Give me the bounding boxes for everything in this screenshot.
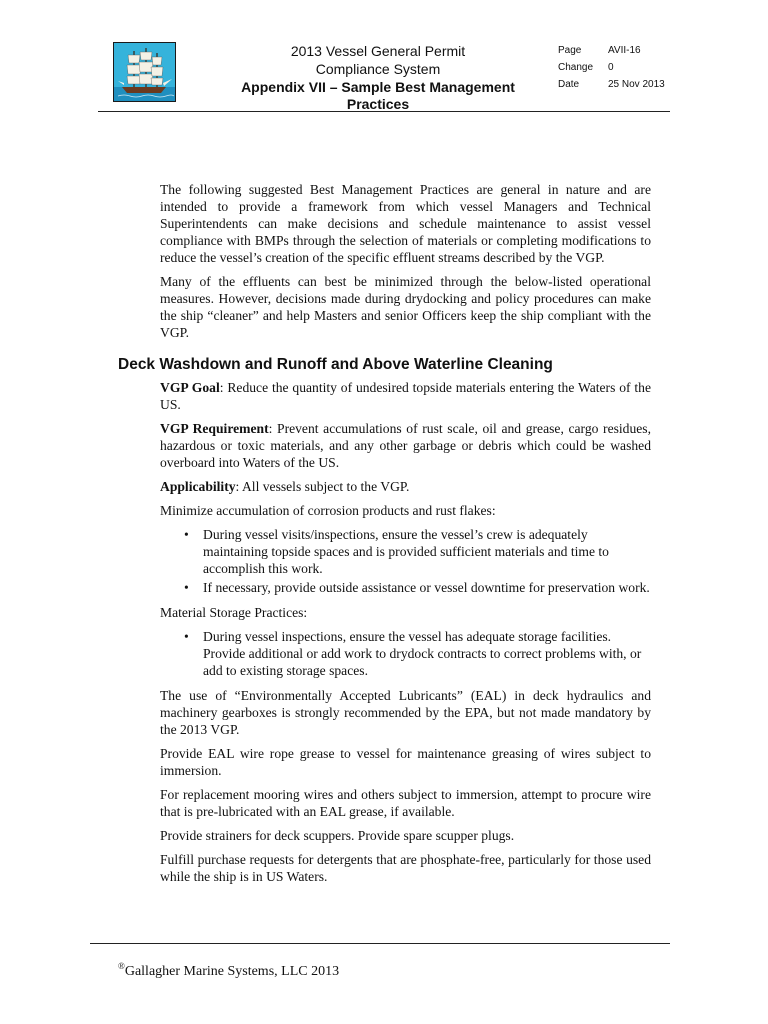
bullet-icon: • <box>184 527 189 542</box>
title-line-2: Compliance System <box>315 61 441 77</box>
meta-change <box>558 59 665 76</box>
intro-paragraph-1: The following suggested Best Management Practices are general in nature and are intended to provide a framework from which vessel Managers and Technical Superintendents can make decisions and schedule maintenance to assist vessel compliance with BMPs through the selection of materials or completing modifications to reduce the vessel’s creation of the specific effluent streams described by the VGP. <box>160 182 651 265</box>
vgp-requirement-text: : Prevent accumulations of rust scale, oil and grease, cargo residues, hazardous or toxic materials, and any other garbage or debris which could be washed overboard into Waters of the US. <box>160 421 651 470</box>
vgp-goal-label: VGP Goal <box>160 380 220 395</box>
section-body <box>160 379 651 892</box>
meta-key: Change <box>558 62 594 73</box>
list-item <box>184 628 651 679</box>
meta-key: Page <box>558 45 582 56</box>
header-divider <box>98 111 670 112</box>
corrosion-intro: Minimize accumulation of corrosion products and rust flakes: <box>160 503 496 518</box>
list-item <box>184 579 651 596</box>
list-item-text: During vessel inspections, ensure the vessel has adequate storage facilities. Provide additional or add work to drydock contracts to correct problems with, or add to existing storage spaces. <box>203 629 642 678</box>
footer-divider <box>90 943 670 944</box>
meta-value: 25 Nov 2013 <box>608 79 665 90</box>
document-title <box>218 42 538 112</box>
document-meta <box>558 42 665 93</box>
eal-paragraph: The use of “Environmentally Accepted Lubricants” (EAL) in deck hydraulics and machinery gearboxes is strongly recommended by the EPA, but not made mandatory by the 2013 VGP. <box>160 688 651 737</box>
title-line-3: Appendix VII – Sample Best Management <box>241 79 515 95</box>
applicability-label: Applicability <box>160 479 236 494</box>
applicability <box>160 478 651 495</box>
vgp-requirement <box>160 420 651 471</box>
strainers-paragraph: Provide strainers for deck scuppers. Provide spare scupper plugs. <box>160 828 515 843</box>
list-item-text: During vessel visits/inspections, ensure the vessel’s crew is adequately maintaining topside spaces and is provided sufficient materials and time to accomplish this work. <box>203 527 609 576</box>
applicability-text: : All vessels subject to the VGP. <box>235 479 410 494</box>
copyright-footer <box>118 961 339 980</box>
intro-section <box>160 181 651 348</box>
meta-page <box>558 42 665 59</box>
section-heading: Deck Washdown and Runoff and Above Waterline Cleaning <box>118 356 553 373</box>
meta-value: AVII-16 <box>608 45 641 56</box>
mooring-paragraph: For replacement mooring wires and others subject to immersion, attempt to procure wire that is pre-lubricated with an EAL grease, if available. <box>160 787 651 819</box>
bullet-icon: • <box>184 580 189 595</box>
list-item-text: If necessary, provide outside assistance or vessel downtime for preservation work. <box>203 580 650 595</box>
title-line-1: 2013 Vessel General Permit <box>290 43 466 59</box>
vgp-goal <box>160 379 651 413</box>
meta-date <box>558 76 665 93</box>
vgp-requirement-label: VGP Requirement <box>160 421 269 436</box>
bullet-icon: • <box>184 629 189 644</box>
corrosion-list <box>160 526 651 596</box>
copyright-text: Gallagher Marine Systems, LLC 2013 <box>124 964 340 979</box>
meta-value: 0 <box>608 62 614 73</box>
detergents-paragraph: Fulfill purchase requests for detergents that are phosphate-free, particularly for those used while the ship is in US Waters. <box>160 852 651 884</box>
registered-symbol: ® <box>118 961 125 971</box>
list-item <box>184 526 651 577</box>
storage-intro: Material Storage Practices: <box>160 605 308 620</box>
sailing-ship-logo-icon <box>113 42 176 102</box>
vgp-goal-text: : Reduce the quantity of undesired topside materials entering the Waters of the US. <box>160 380 651 412</box>
meta-key: Date <box>558 79 580 90</box>
intro-paragraph-2: Many of the effluents can best be minimized through the below-listed operational measures. However, decisions made during drydocking and policy procedures can make the ship “cleaner” and help Masters and senior Officers keep the ship compliant with the VGP. <box>160 274 651 340</box>
storage-list <box>160 628 651 679</box>
grease-paragraph: Provide EAL wire rope grease to vessel for maintenance greasing of wires subject to immersion. <box>160 746 651 778</box>
title-line-4: Practices <box>346 96 410 112</box>
